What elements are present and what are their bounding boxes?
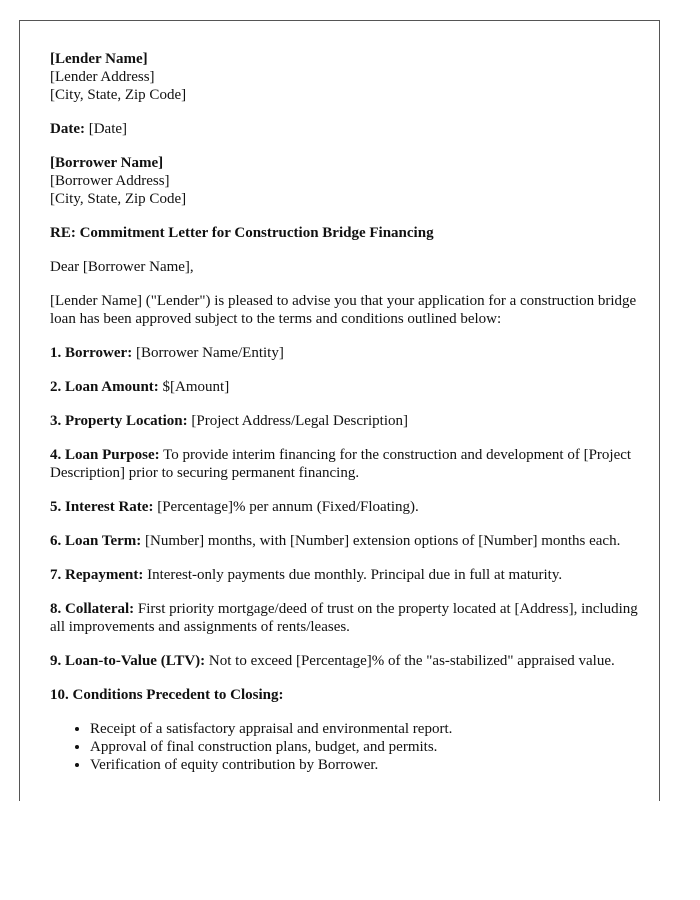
recipient-block xyxy=(50,154,640,208)
term-ltv xyxy=(50,652,640,670)
sender-name: [Lender Name] xyxy=(50,51,148,67)
term-borrower xyxy=(50,344,640,362)
term-text: Not to exceed [Percentage]% of the "as-stabilized" appraised value. xyxy=(205,653,615,669)
term-repayment xyxy=(50,566,640,584)
term-label: 2. Loan Amount: xyxy=(50,379,159,395)
term-label: 9. Loan-to-Value (LTV): xyxy=(50,653,206,669)
term-text: [Percentage]% per annum (Fixed/Floating). xyxy=(153,499,419,515)
recipient-city: [City, State, Zip Code] xyxy=(50,191,187,207)
term-label: 6. Loan Term: xyxy=(50,533,142,549)
subject-line: RE: Commitment Letter for Construction Bridge Financing xyxy=(50,225,434,241)
term-interest-rate xyxy=(50,498,640,516)
term-label: 8. Collateral: xyxy=(50,601,135,617)
term-property-location xyxy=(50,412,640,430)
date-line xyxy=(50,120,640,138)
recipient-name: [Borrower Name] xyxy=(50,155,164,171)
term-label: 7. Repayment: xyxy=(50,567,144,583)
term-label: 5. Interest Rate: xyxy=(50,499,154,515)
term-text: [Project Address/Legal Description] xyxy=(187,413,408,429)
date-label: Date: xyxy=(50,121,85,137)
term-text: $[Amount] xyxy=(158,379,230,395)
term-text: Interest-only payments due monthly. Principal due in full at maturity. xyxy=(143,567,563,583)
term-label: 3. Property Location: xyxy=(50,413,188,429)
conditions-heading: 10. Conditions Precedent to Closing: xyxy=(50,687,284,703)
intro-paragraph: [Lender Name] ("Lender") is pleased to advise you that your application for a construction bridge loan has been approved subject to the terms and conditions outlined below: xyxy=(50,293,637,327)
sender-block xyxy=(50,50,640,104)
date-value: [Date] xyxy=(84,121,128,137)
list-item: • Verification of equity contribution by Borrower. xyxy=(90,756,640,774)
term-loan-purpose xyxy=(50,446,640,482)
letter-content xyxy=(50,50,640,774)
term-label: 4. Loan Purpose: xyxy=(50,447,160,463)
term-text: To provide interim financing for the construction and development of [Project Description] prior to securing permanent financing. xyxy=(50,447,632,481)
salutation: Dear [Borrower Name], xyxy=(50,259,194,275)
conditions-list xyxy=(50,720,640,774)
term-text: [Number] months, with [Number] extension options of [Number] months each. xyxy=(141,533,621,549)
letter-page xyxy=(19,20,660,801)
list-item: • Approval of final construction plans, budget, and permits. xyxy=(90,738,640,756)
list-item: • Receipt of a satisfactory appraisal and environmental report. xyxy=(90,720,640,738)
term-loan-term xyxy=(50,532,640,550)
term-text: First priority mortgage/deed of trust on the property located at [Address], including all improvements and assignments of rents/leases. xyxy=(50,601,638,635)
term-label: 1. Borrower: xyxy=(50,345,133,361)
sender-city: [City, State, Zip Code] xyxy=(50,87,187,103)
term-loan-amount xyxy=(50,378,640,396)
term-text: [Borrower Name/Entity] xyxy=(132,345,284,361)
term-collateral xyxy=(50,600,640,636)
recipient-address: [Borrower Address] xyxy=(50,173,170,189)
sender-address: [Lender Address] xyxy=(50,69,155,85)
